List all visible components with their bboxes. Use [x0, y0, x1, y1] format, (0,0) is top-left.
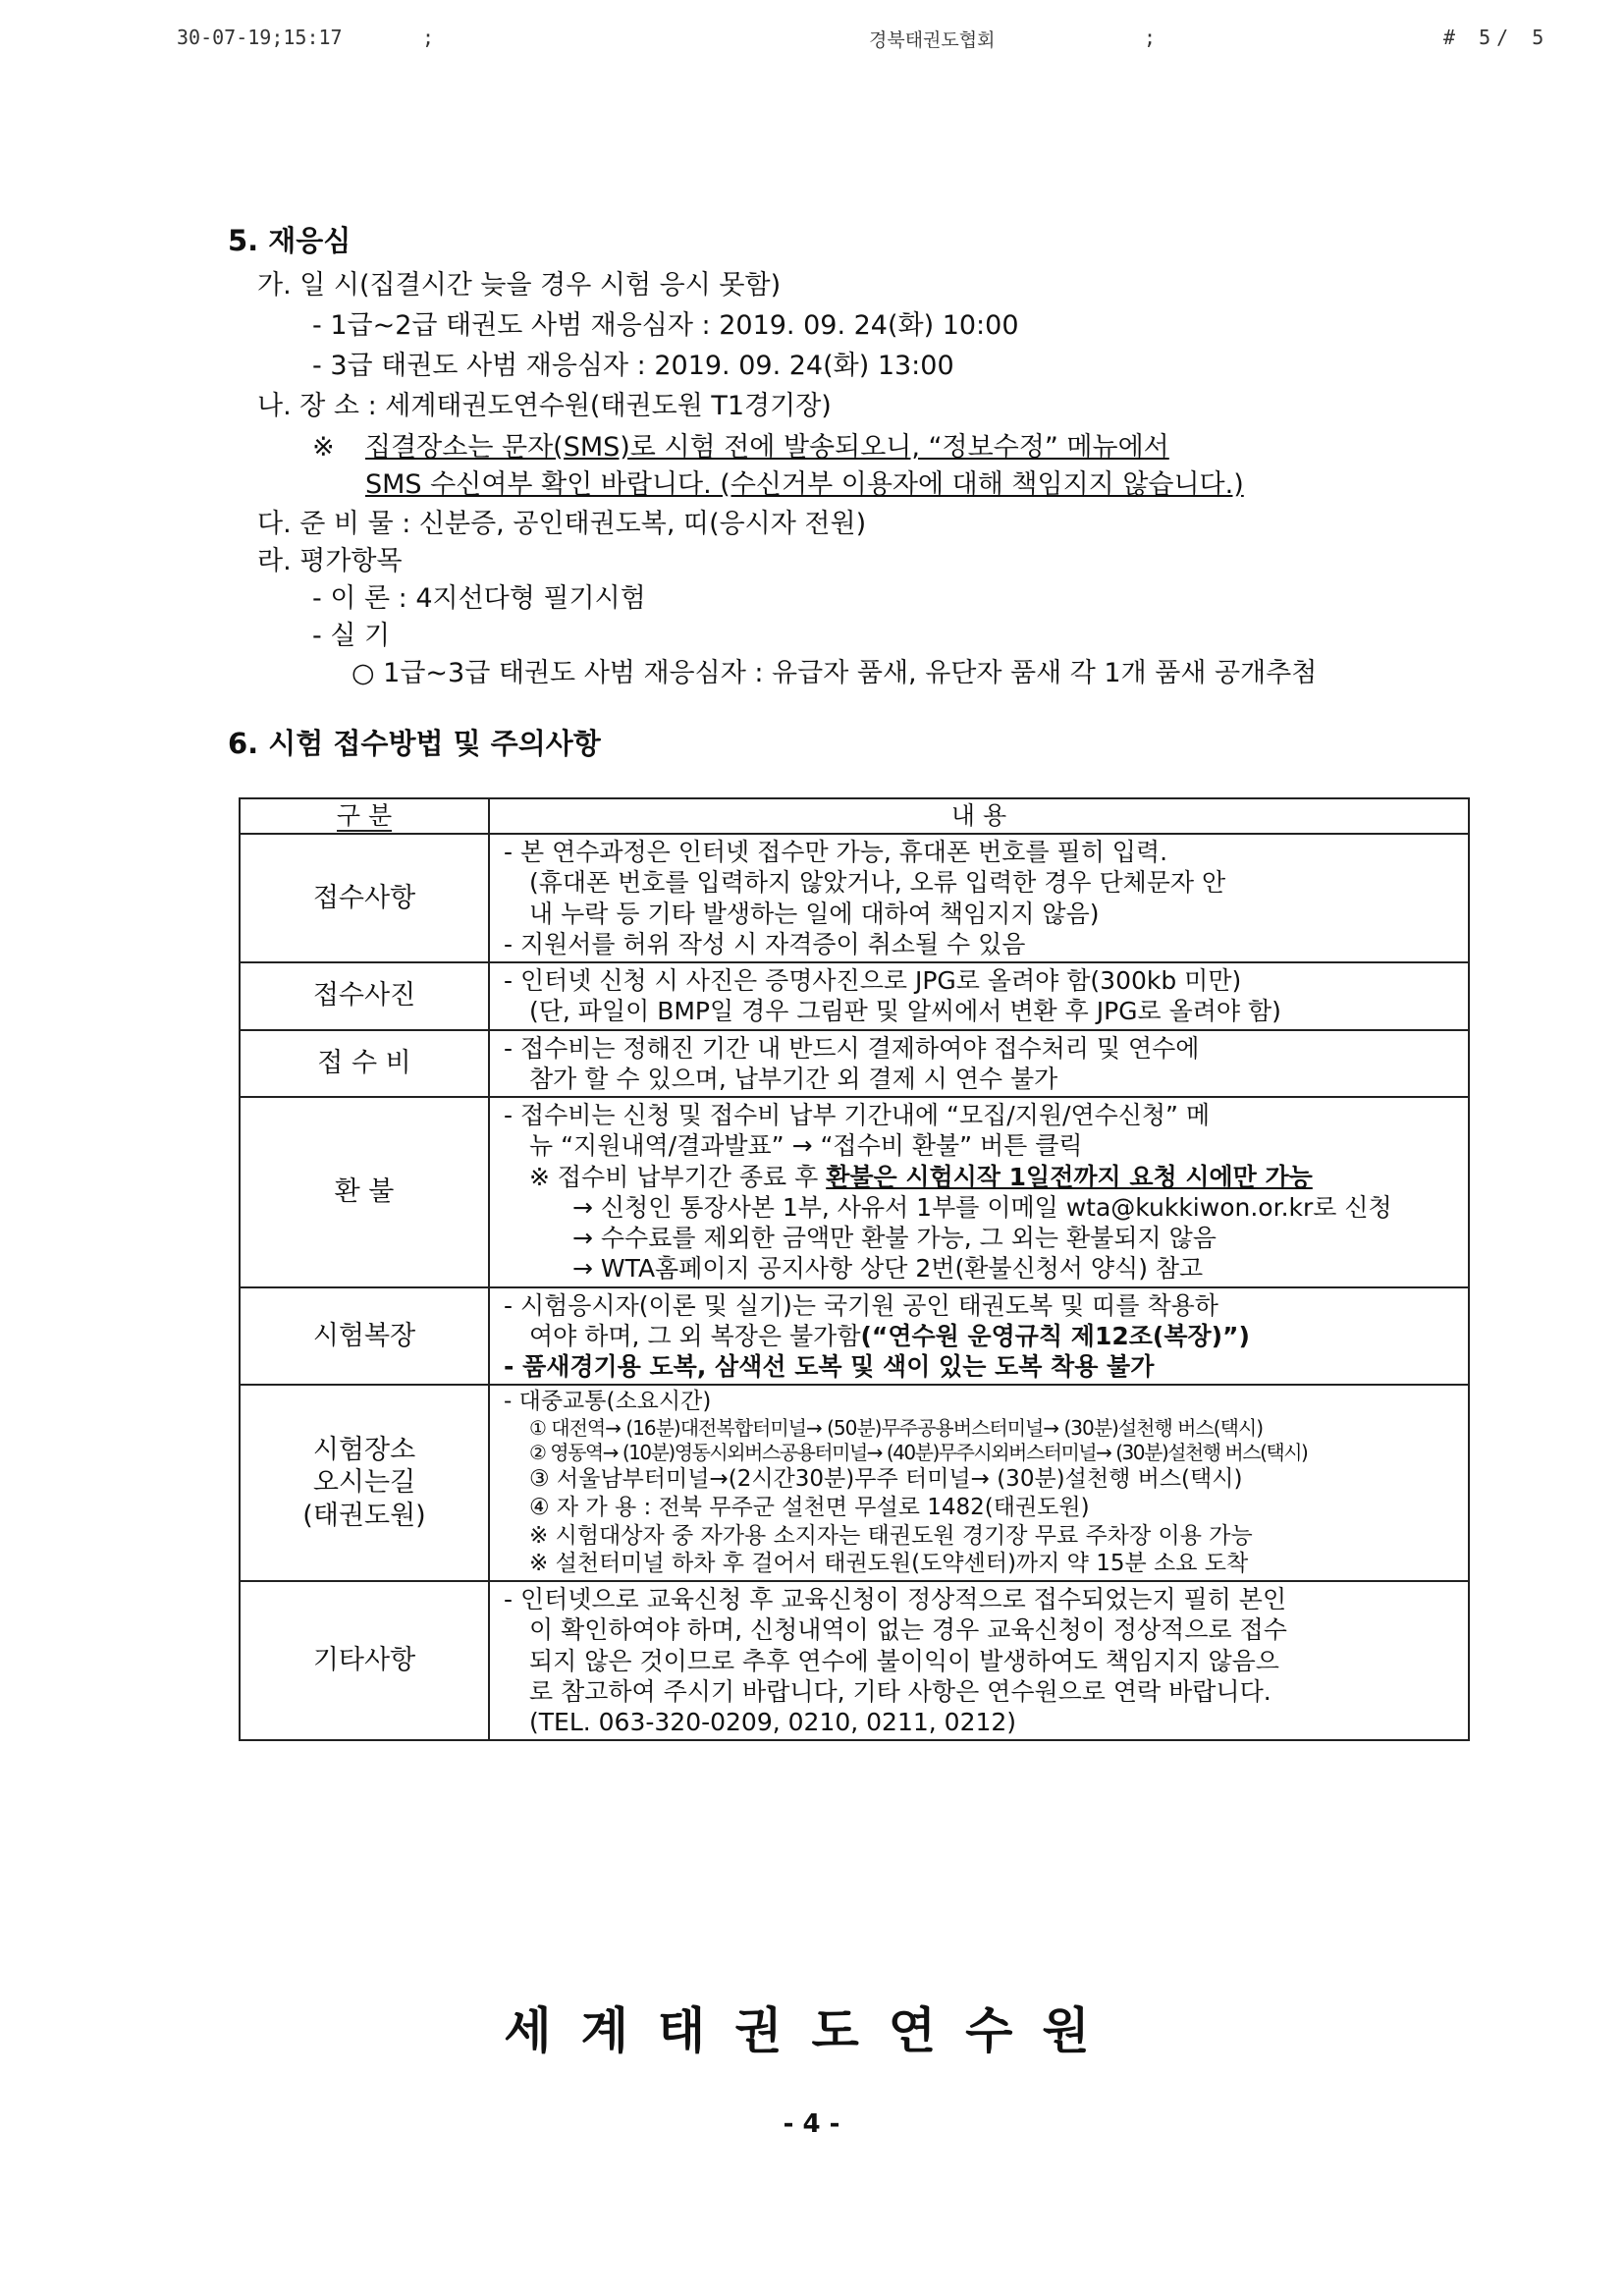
- s5-schedule: 가. 일 시(집결시간 늦을 경우 시험 응시 못함): [257, 270, 782, 301]
- s5-note-line-2: SMS 수신여부 확인 바랍니다. (수신거부 이용자에 대해 책임지지 않습니다.): [365, 469, 1244, 500]
- s5-eval-theory: - 이 론 : 4지선다형 필기시험: [312, 583, 646, 614]
- table-header-category: 구 분: [240, 798, 489, 834]
- text-line: 내 누락 등 기타 발생하는 일에 대하여 책임지지 않음): [529, 899, 1100, 928]
- s5-eval-practice-detail: ○ 1급~3급 태권도 사범 재응심자 : 유급자 품새, 유단자 품새 각 1개 품새 공개추첨: [352, 658, 1318, 688]
- text-line: - 인터넷으로 교육신청 후 교육신청이 정상적으로 접수되었는지 필히 본인: [504, 1585, 1287, 1613]
- row-key-registration: 접수사항: [240, 834, 489, 962]
- section-5-title: 5. 재응심: [228, 224, 352, 257]
- table-header-row: [240, 798, 1469, 834]
- s5-note-mark: ※: [312, 432, 335, 463]
- table-row: [240, 1287, 1469, 1386]
- fax-datetime: 30-07-19;15:17: [177, 26, 343, 49]
- fax-header: [0, 26, 1623, 65]
- row-key-directions: [240, 1385, 489, 1581]
- table-row: [240, 1030, 1469, 1098]
- s5-place: 나. 장 소 : 세계태권도연수원(태권도원 T1경기장): [257, 391, 832, 421]
- row-content-registration: [489, 834, 1469, 962]
- section-6-title: 6. 시험 접수방법 및 주의사항: [228, 727, 601, 760]
- registration-table: [239, 797, 1470, 1741]
- table-row: [240, 1385, 1469, 1581]
- row-key-photo: 접수사진: [240, 962, 489, 1030]
- s5-items: 다. 준 비 물 : 신분증, 공인태권도복, 띠(응시자 전원): [257, 509, 867, 539]
- table-row: [240, 1097, 1469, 1287]
- row-key-attire: 시험복장: [240, 1287, 489, 1386]
- s5-schedule-1: - 1급~2급 태권도 사범 재응심자 : 2019. 09. 24(화) 10:00: [312, 310, 1019, 341]
- text-line: - 시험응시자(이론 및 실기)는 국기원 공인 태권도복 및 띠를 착용하: [504, 1290, 1218, 1320]
- text-line: ※ 시험대상자 중 자가용 소지자는 태권도원 경기장 무료 주차장 이용 가능: [529, 1522, 1253, 1549]
- text-line: ② 영동역→ (10분)영동시외버스공용터미널→ (40분)무주시외버스터미널→ (30분)설천행 버스(택시): [529, 1441, 1308, 1464]
- text-line: - 인터넷 신청 시 사진은 증명사진으로 JPG로 올려야 함(300kb 미만): [504, 966, 1242, 995]
- table-row: [240, 834, 1469, 962]
- row-key-other: 기타사항: [240, 1581, 489, 1740]
- directions-key-line: 시험장소: [312, 1434, 416, 1465]
- text-line: ※ 설천터미널 하차 후 걸어서 태권도원(도약센터)까지 약 15분 소요 도착: [529, 1551, 1249, 1577]
- row-content-directions: [489, 1385, 1469, 1581]
- organization-name: 세계태권도연수원: [504, 2001, 1119, 2059]
- table-header-content: 내 용: [489, 798, 1469, 834]
- s5-note-line-1: 집결장소는 문자(SMS)로 시험 전에 발송되오니, “정보수정” 메뉴에서: [365, 432, 1169, 463]
- text-line: (단, 파일이 BMP일 경우 그림판 및 알씨에서 변환 후 JPG로 올려야 함): [529, 997, 1281, 1026]
- text-line: - 접수비는 정해진 기간 내 반드시 결제하여야 접수처리 및 연수에: [504, 1033, 1200, 1063]
- text-line: → 신청인 통장사본 1부, 사유서 1부를 이메일 wta@kukkiwon.or.kr로 신청: [572, 1192, 1392, 1222]
- text-line: → WTA홈페이지 공지사항 상단 2번(환불신청서 양식) 참고: [572, 1254, 1204, 1284]
- text-line: 여야 하며, 그 외 복장은 불가함(“연수원 운영규칙 제12조(복장)”): [529, 1321, 1250, 1350]
- text-line: 참가 할 수 있으며, 납부기간 외 결제 시 연수 불가: [529, 1064, 1058, 1093]
- row-content-other: [489, 1581, 1469, 1740]
- row-key-fee: 접 수 비: [240, 1030, 489, 1098]
- text-line: - 접수비는 신청 및 접수비 납부 기간내에 “모집/지원/연수신청” 메: [504, 1101, 1211, 1129]
- text-line: (휴대폰 번호를 입력하지 않았거나, 오류 입력한 경우 단체문자 안: [529, 868, 1226, 898]
- page-number: - 4 -: [783, 2109, 840, 2139]
- row-content-fee: [489, 1030, 1469, 1098]
- text-line: ④ 자 가 용 : 전북 무주군 설천면 무설로 1482(태권도원): [529, 1494, 1090, 1520]
- text-line: - 대중교통(소요시간): [504, 1389, 712, 1415]
- text-line: 이 확인하여야 하며, 신청내역이 없는 경우 교육신청이 정상적으로 접수: [529, 1615, 1287, 1645]
- text-line: ③ 서울남부터미널→(2시간30분)무주 터미널→ (30분)설천행 버스(택시): [529, 1466, 1243, 1492]
- s5-schedule-2: - 3급 태권도 사범 재응심자 : 2019. 09. 24(화) 13:00: [312, 351, 954, 381]
- row-key-refund: 환 불: [240, 1097, 489, 1287]
- table-row: [240, 962, 1469, 1030]
- text-line: - 지원서를 허위 작성 시 자격증이 취소될 수 있음: [504, 929, 1026, 958]
- text-line: - 품새경기용 도복, 삼색선 도복 및 색이 있는 도복 착용 불가: [504, 1352, 1155, 1381]
- text-line: ※ 접수비 납부기간 종료 후 환불은 시험시작 1일전까지 요청 시에만 가능: [529, 1162, 1313, 1191]
- fax-sender: 경북태권도협회: [869, 29, 996, 51]
- directions-key-line: (태권도원): [302, 1501, 426, 1531]
- fax-page: # 5/ 5: [1443, 26, 1550, 49]
- text-line: → 수수료를 제외한 금액만 환불 가능, 그 외는 환불되지 않음: [572, 1224, 1217, 1252]
- text-line: - 본 연수과정은 인터넷 접수만 가능, 휴대폰 번호를 필히 입력.: [504, 838, 1168, 866]
- row-content-refund: [489, 1097, 1469, 1287]
- text-line: (TEL. 063-320-0209, 0210, 0211, 0212): [529, 1708, 1017, 1736]
- s5-eval-practice: - 실 기: [312, 621, 391, 651]
- row-content-attire: [489, 1287, 1469, 1386]
- s5-eval: 라. 평가항목: [257, 546, 403, 576]
- text-line: ① 대전역→ (16분)대전복합터미널→ (50분)무주공용버스터미널→ (30분)설천행 버스(택시): [529, 1416, 1264, 1440]
- row-content-photo: [489, 962, 1469, 1030]
- text-line: 뉴 “지원내역/결과발표” → “접수비 환불” 버튼 클릭: [529, 1131, 1083, 1161]
- text-line: 되지 않은 것이므로 추후 연수에 불이익이 발생하여도 책임지지 않음으: [529, 1646, 1279, 1675]
- directions-key-line: 오시는길: [312, 1467, 416, 1499]
- fax-separator-2: ;: [1144, 26, 1157, 49]
- fax-separator: ;: [422, 26, 435, 49]
- table-row: [240, 1581, 1469, 1740]
- text-line: 로 참고하여 주시기 바랍니다, 기타 사항은 연수원으로 연락 바랍니다.: [529, 1676, 1271, 1706]
